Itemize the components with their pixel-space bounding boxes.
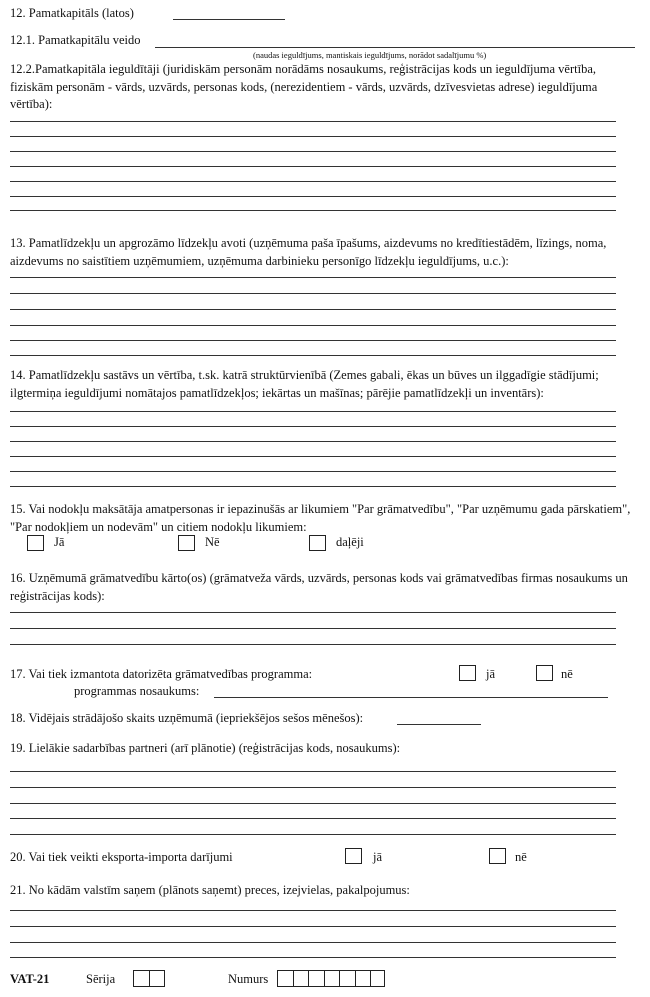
q20-yes-label: jā: [373, 850, 383, 864]
q20-no-label: nē: [515, 850, 527, 864]
q14-line-3[interactable]: [10, 441, 616, 442]
q20-yes-checkbox[interactable]: [345, 848, 362, 864]
q14-question: 14. Pamatlīdzekļu sastāvs un vērtība, t.sk. katrā struktūrvienībā (Zemes gabali, ēkas un būves un ilggadīgie stādījumi; ilgtermiņa ieguldījumi nomātajos pamatlīdzekļos; iekārtas un mašīnas; pārējie pamatlīdzekļi un inventārs):: [10, 368, 599, 400]
number-digit-box[interactable]: [277, 970, 293, 987]
q12-2-label: 12.2.Pamatkapitāla ieguldītāji: [10, 62, 160, 76]
q12-2-line-1[interactable]: [10, 121, 616, 122]
q19-line-5[interactable]: [10, 834, 616, 835]
q15-partly-label: daļēji: [336, 535, 364, 549]
q12-1-hint: (naudas ieguldījums, mantiskais ieguldījums, norādot sadalījumu %): [253, 50, 487, 60]
q17-program-field[interactable]: [214, 697, 608, 698]
number-digit-box[interactable]: [293, 970, 309, 987]
q15-yes-label: Jā: [54, 535, 65, 549]
q16-line-1[interactable]: [10, 612, 616, 613]
q17-no-label: nē: [561, 667, 573, 681]
q15-partly-checkbox[interactable]: [309, 535, 326, 551]
series-digit-box[interactable]: [149, 970, 165, 987]
form-code: VAT-21: [10, 972, 50, 986]
q19-line-2[interactable]: [10, 787, 616, 788]
number-digit-box[interactable]: [355, 970, 371, 987]
q13-line-6[interactable]: [10, 355, 616, 356]
q12-capital-field[interactable]: [173, 19, 285, 20]
series-digit-box[interactable]: [133, 970, 149, 987]
series-label: Sērija: [86, 972, 116, 986]
q17-yes-label: jā: [486, 667, 496, 681]
q12-2-line-4[interactable]: [10, 166, 616, 167]
number-digit-box[interactable]: [324, 970, 340, 987]
q12-2-line-5[interactable]: [10, 181, 616, 182]
q12-2-line-3[interactable]: [10, 151, 616, 152]
q17-yes-checkbox[interactable]: [459, 665, 476, 681]
q20-no-checkbox[interactable]: [489, 848, 506, 864]
q12-2-text: (juridiskām personām norādāms nosaukums, reģistrācijas kods un ieguldījuma vērtība, fiziskām personām - vārds, uzvārds, personas kods, (nerezidentiem - vārds, uzvārds, dzīvesvietas adrese) ieguldījuma vērtība):: [10, 62, 598, 111]
q19-line-3[interactable]: [10, 803, 616, 804]
q12-label: 12. Pamatkapitāls (latos): [10, 6, 134, 20]
series-boxes: [133, 970, 165, 987]
q15-no-checkbox[interactable]: [178, 535, 195, 551]
q20-question: 20. Vai tiek veikti eksporta-importa darījumi: [10, 850, 233, 864]
q16-line-3[interactable]: [10, 644, 616, 645]
q16-question: 16. Uzņēmumā grāmatvedību kārto(os) (grāmatveža vārds, uzvārds, personas kods vai grāmatvedības firmas nosaukums un reģistrācijas kods):: [10, 571, 628, 603]
q12-1-field[interactable]: [155, 47, 635, 48]
q17-no-checkbox[interactable]: [536, 665, 553, 681]
number-digit-box[interactable]: [370, 970, 385, 987]
number-digit-box[interactable]: [339, 970, 355, 987]
q21-line-4[interactable]: [10, 957, 616, 958]
q13-line-4[interactable]: [10, 325, 616, 326]
number-label: Numurs: [228, 972, 269, 986]
q13-line-5[interactable]: [10, 340, 616, 341]
q13-line-3[interactable]: [10, 309, 616, 310]
q19-question: 19. Lielākie sadarbības partneri (arī plānotie) (reģistrācijas kods, nosaukums):: [10, 741, 401, 755]
number-boxes: [277, 970, 385, 987]
q12-2-line-2[interactable]: [10, 136, 616, 137]
q18-field[interactable]: [397, 724, 481, 725]
q14-line-1[interactable]: [10, 411, 616, 412]
q13-line-1[interactable]: [10, 277, 616, 278]
q21-question: 21. No kādām valstīm saņem (plānots saņemt) preces, izejvielas, pakalpojumus:: [10, 883, 410, 897]
q19-line-4[interactable]: [10, 818, 616, 819]
q14-line-2[interactable]: [10, 426, 616, 427]
q12-2-question: [10, 61, 638, 114]
q17-program-label: programmas nosaukums:: [74, 684, 200, 698]
q12-1-label: 12.1. Pamatkapitālu veido: [10, 33, 141, 47]
number-digit-box[interactable]: [308, 970, 324, 987]
q12-2-line-7[interactable]: [10, 210, 616, 211]
q18-question: 18. Vidējais strādājošo skaits uzņēmumā (iepriekšējos sešos mēnešos):: [10, 711, 364, 725]
q15-no-label: Nē: [205, 535, 220, 549]
q14-line-4[interactable]: [10, 456, 616, 457]
q13-line-2[interactable]: [10, 293, 616, 294]
q21-line-2[interactable]: [10, 926, 616, 927]
q15-yes-checkbox[interactable]: [27, 535, 44, 551]
q15-question: 15. Vai nodokļu maksātāja amatpersonas ir iepazinušās ar likumiem "Par grāmatvedību", "Par uzņēmumu gada pārskatiem", "Par nodokļiem un nodevām" un citiem nodokļu likumiem:: [10, 502, 631, 534]
q21-line-1[interactable]: [10, 910, 616, 911]
q19-line-1[interactable]: [10, 771, 616, 772]
q13-question: 13. Pamatlīdzekļu un apgrozāmo līdzekļu avoti (uzņēmuma paša īpašums, aizdevums no kredītiestādēm, līzings, noma, aizdevums no saistītiem uzņēmumiem, uzņēmuma darbinieku personīgo līdzekļu ieguldījums, u.c.):: [10, 236, 607, 268]
q12-2-line-6[interactable]: [10, 196, 616, 197]
q14-line-5[interactable]: [10, 471, 616, 472]
q14-line-6[interactable]: [10, 486, 616, 487]
q17-question: 17. Vai tiek izmantota datorizēta grāmatvedības programma:: [10, 667, 313, 681]
q21-line-3[interactable]: [10, 942, 616, 943]
q16-line-2[interactable]: [10, 628, 616, 629]
